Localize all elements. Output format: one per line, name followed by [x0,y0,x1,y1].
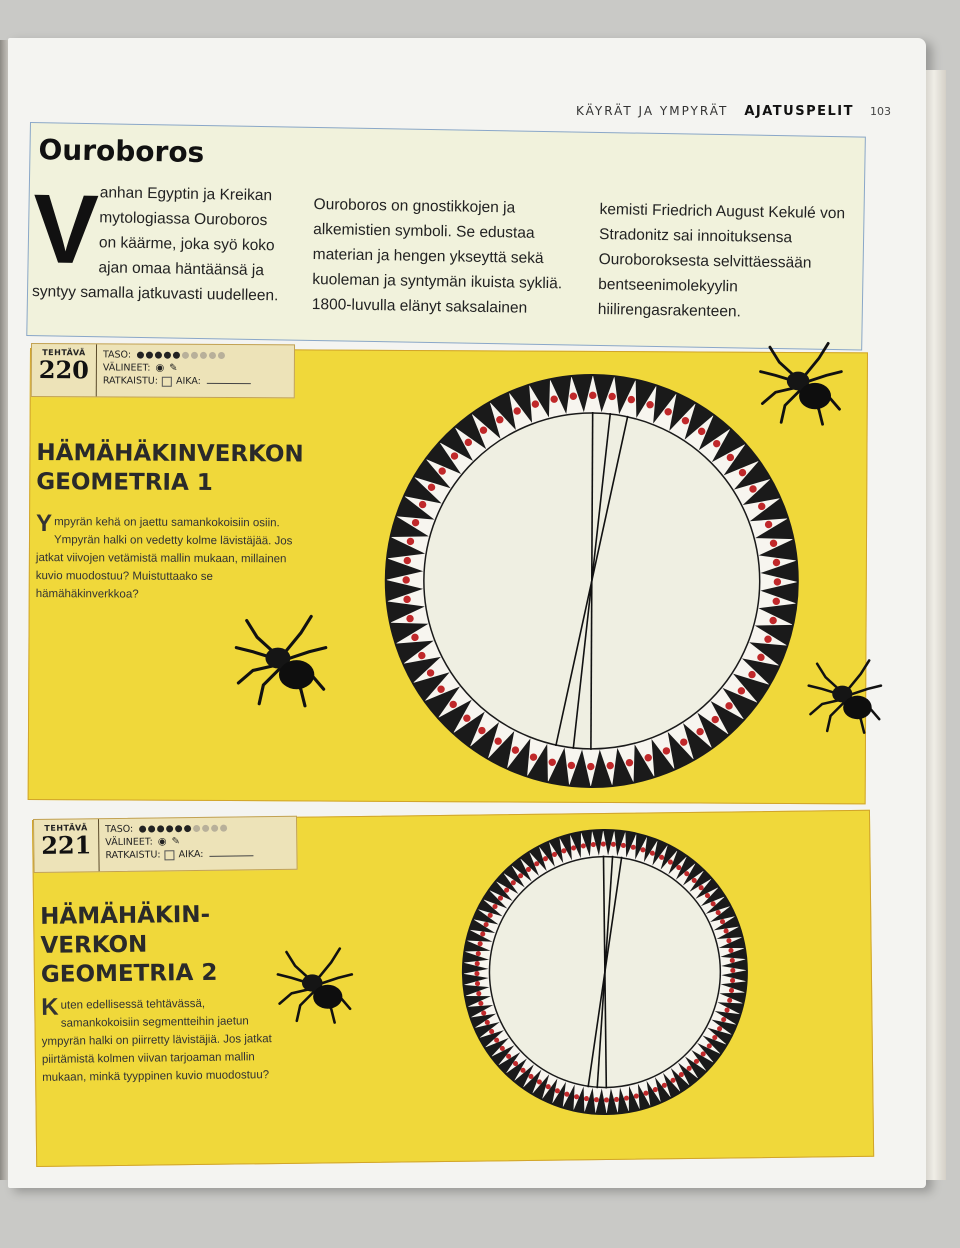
ring-dot [628,396,635,403]
ring-dot [749,485,756,492]
task-number-box [32,344,97,396]
level-dot [157,825,164,832]
level-dots [139,822,229,836]
pencil-icon: ✎ [171,836,181,848]
level-dot [148,825,155,832]
puzzle-title: HÄMÄHÄKINVERKON GEOMETRIA 1 [36,440,304,496]
ring-dot [589,392,596,399]
ring-dot [402,576,409,583]
text-column-1 [31,173,292,308]
level-dot [184,825,191,832]
ring-dot [418,652,425,659]
puzzle-panel-221 [32,810,874,1167]
level-dot [137,352,144,359]
level-dot [202,825,209,832]
ring-dot [428,484,435,491]
ring-dot [427,669,434,676]
ring-dot [764,635,771,642]
task-meta [99,817,254,871]
level-dot [193,825,200,832]
text-line: on käärme, joka syö koko [98,234,275,255]
task-number: 221 [41,830,92,860]
ring-dot [532,400,539,407]
level-dot [182,352,189,359]
puzzle-body: mpyrän kehä on jaettu samankokoisiin osiin. Ympyrän halki on vedetty kolme lävistäjää. Jos jatkat viivojen vetämistä mallin mukaan, millainen kuvio muodostuu? Muistuttaako se hämähäkinverkkoa? [35,516,293,601]
ring-dot [465,439,472,446]
ring-dot [644,754,651,761]
ring-dot [712,716,719,723]
ring-dot [696,728,703,735]
spider-icon [802,646,886,742]
text-line: mytologiassa Ouroboros [99,209,268,230]
ring-dot [403,596,410,603]
text-line: anhan Egyptin ja Kreikan [99,184,273,205]
ring-dot [437,686,444,693]
spider-leg [284,648,326,660]
spider-abdomen [799,383,831,409]
ring-dot [765,521,772,528]
spider-leg [317,974,351,984]
level-dot [218,352,225,359]
ring-dot [407,538,414,545]
running-head [576,104,906,119]
level-dot [164,352,171,359]
task-label: TEHTÄVÄ [44,823,88,833]
spider-icon [750,334,850,428]
ring-dot [664,408,671,415]
ring-dot [568,762,575,769]
ring-dot [769,617,776,624]
spider-leg [802,343,828,379]
puzzle-text [35,510,298,604]
spider-leg [781,389,802,423]
ring-dot [463,714,470,721]
ring-dot [774,578,781,585]
level-dots [137,349,227,362]
ring-dot [451,452,458,459]
spider-icon [222,606,338,710]
spider-abdomen [313,985,342,1009]
running-head-section: KÄYRÄT JA YMPYRÄT [576,104,729,118]
task-number: 220 [38,355,90,385]
time-label: AIKA: [175,375,201,387]
ring-dot [757,654,764,661]
level-dot [173,352,180,359]
level-dot [139,826,146,833]
solved-label: RATKAISTU: [105,849,161,862]
ring-dot [698,428,705,435]
ring-dot [406,615,413,622]
tools-label: VÄLINEET: [102,362,151,374]
ring-dot [412,519,419,526]
ring-dot [404,557,411,564]
solved-checkbox[interactable] [165,850,175,860]
ring-dot [496,416,503,423]
spider-leg [846,660,870,692]
text-line: syntyy samalla jatkuvasti uudelleen. [31,283,279,305]
level-dot [155,352,162,359]
ring-dot [748,671,755,678]
task-number-box [34,819,100,872]
eye-icon: ◉ [157,836,167,848]
ring-dot [773,598,780,605]
spiderweb-circle [381,365,803,797]
ring-dot [727,454,734,461]
puzzle-panel-220 [28,348,868,804]
ring-dot [587,763,594,770]
ring-dot [680,738,687,745]
page-number: 103 [869,105,891,118]
ring-dot [663,747,670,754]
ring-dot [419,501,426,508]
task-meta [97,344,251,397]
level-dot [209,352,216,359]
spider-leg [316,949,340,982]
ring-dot [438,467,445,474]
spider-leg [297,990,316,1021]
spider-leg [259,666,282,703]
level-dot [146,352,153,359]
ring-dot [682,417,689,424]
page-edges [926,70,946,1180]
pencil-icon: ✎ [169,362,178,374]
text-column-3: kemisti Friedrich August Kekulé von Stradonitz sai innoituksensa Ouroboroksesta selvittäessään bentseenimolekyylin hiilirengasrakenteen. [597,200,846,321]
text-column-2: Ouroboros on gnostikkojen ja alkemistien symboli. Se edustaa materian ja hengen ykseyttä sekä kuoleman ja syntymän ikuista sykliä. 1800-luvulla elänyt saksalainen [311,195,563,317]
level-label: TASO: [102,349,132,361]
ring-dot [494,737,501,744]
ring-dot [449,701,456,708]
solved-label: RATKAISTU: [102,375,158,387]
ring-dot [550,395,557,402]
spider-leg [282,616,311,656]
ring-dot [608,393,615,400]
ring-dot [626,759,633,766]
ring-dot [646,401,653,408]
task-label: TEHTÄVÄ [42,348,86,358]
text-drop-cap: K [41,993,59,1021]
puzzle-text [41,994,282,1087]
ring-dot [570,393,577,400]
time-field[interactable] [207,383,251,384]
ring-dot [513,407,520,414]
spider-leg [804,372,842,383]
solved-checkbox[interactable] [162,376,172,386]
level-dot [191,352,198,359]
ring-dot [725,702,732,709]
tools-label: VÄLINEET: [105,836,153,849]
task-header [31,343,295,398]
drop-cap: V [32,173,100,285]
puzzle-body: uten edellisessä tehtävässä, samankokoisiin segmentteihin jaetun ympyrän halki on piirretty lävistäjiä. Jos jatkat piirtämistä kolmen viivan tarjoaman mallin mukaan, minkä tyyppinen kuvio muodostuu? [41,997,272,1084]
eye-icon: ◉ [155,362,165,374]
ring-dot [478,727,485,734]
text-line: ajan omaa häntäänsä ja [98,259,265,280]
ring-dot [606,762,613,769]
ring-dot [549,759,556,766]
ring-dot [770,540,777,547]
spider-abdomen [279,660,314,689]
time-label: AIKA: [178,848,204,861]
spiderweb-circle [457,820,753,1124]
spider-icon [262,940,366,1026]
level-dot [200,352,207,359]
ouroboros-info-box [26,122,866,351]
ring-dot [480,426,487,433]
level-dot [220,825,227,832]
level-dot [166,825,173,832]
ring-dot [758,503,765,510]
ring-dot [530,753,537,760]
time-field[interactable] [209,855,253,857]
puzzle-title: HÄMÄHÄKIN-VERKON GEOMETRIA 2 [40,901,218,988]
ring-dot [512,746,519,753]
ouroboros-title: Ouroboros [38,133,205,170]
spider-leg [827,701,845,731]
level-dot [175,825,182,832]
text-drop-cap: Y [36,510,53,538]
running-head-book-title: AJATUSPELIT [744,104,854,119]
ring-dot [738,687,745,694]
level-label: TASO: [105,823,134,836]
ring-dot [739,469,746,476]
level-dot [211,825,218,832]
task-header [33,816,298,873]
ring-dot [773,559,780,566]
spider-leg [847,686,881,696]
ring-dot [411,634,418,641]
ring-dot [713,440,720,447]
spider-abdomen [843,696,872,720]
